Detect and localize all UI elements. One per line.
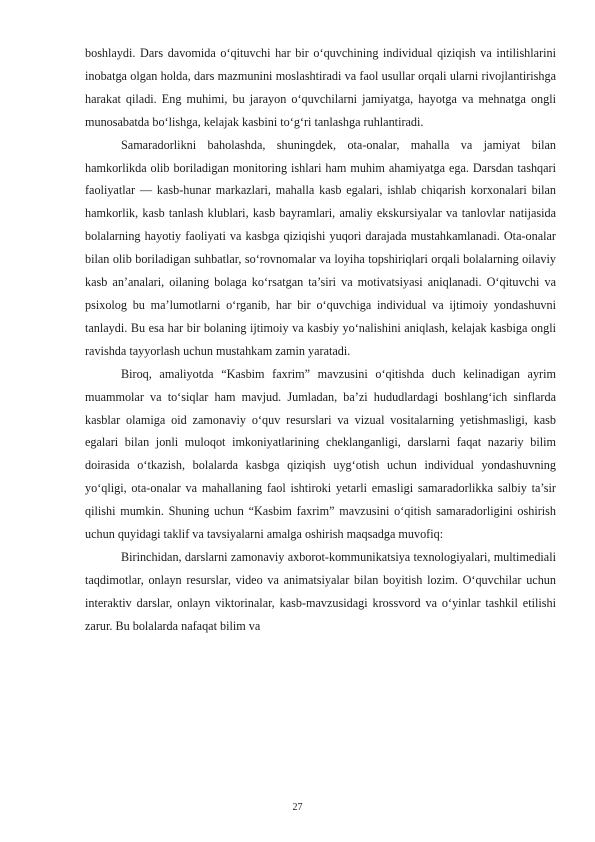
paragraph-monitoring: Samaradorlikni baholashda, shuningdek, ota-onalar, mahalla va jamiyat bilan hamkorlikda olib boriladigan monitoring ishlari ham muhim ahamiyatga ega. Darsdan tashqari faoliyatlar — kasb-hunar markazlari, mahalla kasb egalari, ishlab chiqarish korxonalari bilan hamkorlik, kasb tanlash klublari, kasb bayramlari, amaliy ekskursiyalar va tanlovlar natijasida bolalarning hayotiy faoliyati va kasbga qiziqishi yuqori darajada mustahkamlanadi. Ota-onalar bilan olib boriladigan suhbatlar, so‘rovnomalar va loyiha topshiriqlari orqali bolalarning oilaviy kasb an’analari, oilaning bolaga ko‘rsatgan ta’siri va motivatsiyasi aniqlanadi. O‘qituvchi va psixolog bu ma’lumotlarni o‘rganib, har bir o‘quvchiga individual va ijtimoiy yondashuvni tanlaydi. Bu esa har bir bolaning ijtimoiy va kasbiy yo‘nalishini aniqlash, kelajak kasbiga ongli ravishda tayyorlash uchun mustahkam zamin yaratadi. <box>85 137 556 358</box>
page-number: 27 <box>292 802 303 813</box>
paragraph-recommendations: Birinchidan, darslarni zamonaviy axborot-kommunikatsiya texnologiyalari, multimediali taqdimotlar, onlayn resurslar, video va animatsiyalar bilan boyitish lozim. O‘quvchilar uchun interaktiv darslar, onlayn viktorinalar, kasb-mavzusidagi krossvord va o‘yinlar tashkil etilishi zarur. Bu bolalarda nafaqat bilim va <box>85 549 556 633</box>
document-page <box>85 42 556 832</box>
paragraph-problems: Biroq, amaliyotda “Kasbim faxrim” mavzusini o‘qitishda duch kelinadigan ayrim muammolar va to‘siqlar ham mavjud. Jumladan, ba’zi hududlardagi boshlang‘ich sinflarda kasblar olamiga oid zamonaviy o‘quv resurslari va vizual vositalarning yetishmasligi, kasb egalari bilan jonli muloqot imkoniyatlarining cheklanganligi, darslarni faqat nazariy bilim doirasida o‘tkazish, bolalarda kasbga qiziqish uyg‘otish uchun individual yondashuvning yo‘qligi, ota-onalar va mahallaning faol ishtiroki yetarli emasligi samaradorlikka salbiy ta’sir qilishi mumkin. Shuning uchun “Kasbim faxrim” mavzusini o‘qitish samaradorligini oshirish uchun quyidagi taklif va tavsiyalarni amalga oshirish maqsadga muvofiq: <box>85 366 556 542</box>
paragraph-continuation: boshlaydi. Dars davomida o‘qituvchi har bir o‘quvchining individual qiziqish va intilishlarini inobatga olgan holda, dars mazmunini moslashtiradi va faol usullar orqali ularni rivojlantirishga harakat qiladi. Eng muhimi, bu jarayon o‘quvchilarni jamiyatga, hayotga va mehnatga ongli munosabatda bo‘lishga, kelajak kasbini to‘g‘ri tanlashga ruhlantiradi. <box>85 46 556 129</box>
